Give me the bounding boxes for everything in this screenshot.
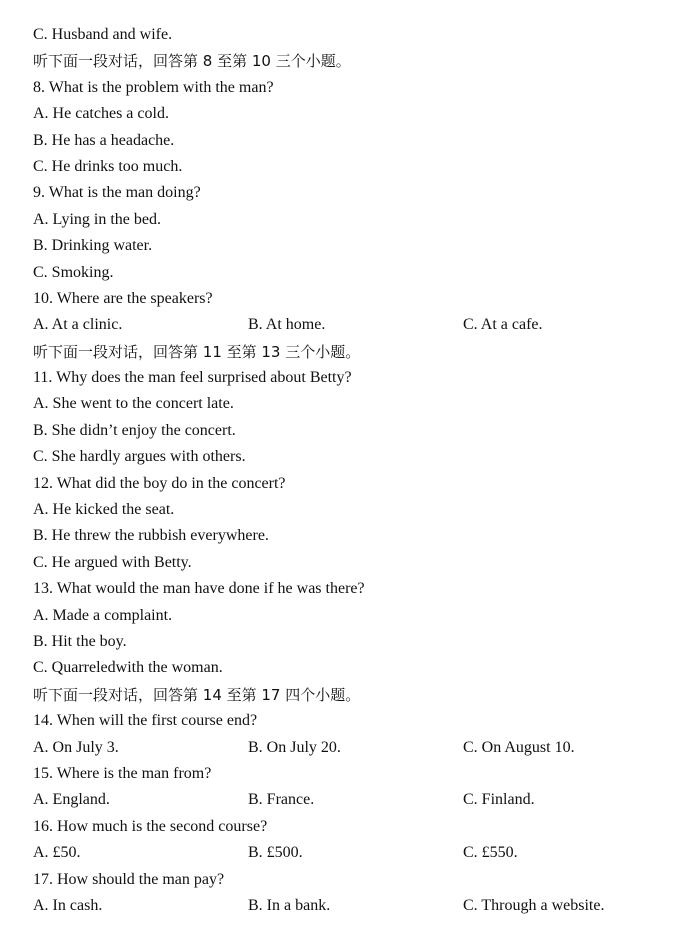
question-line: 16. How much is the second course? bbox=[33, 817, 268, 835]
question-line: 15. Where is the man from? bbox=[33, 764, 212, 782]
question-line: A. Made a complaint. bbox=[33, 606, 173, 624]
exam-document bbox=[33, 22, 653, 919]
answer-option: B. France. bbox=[248, 791, 315, 809]
question-line: A. He catches a cold. bbox=[33, 105, 169, 123]
answer-option: A. £50. bbox=[33, 844, 81, 862]
answer-option: A. In cash. bbox=[33, 896, 103, 914]
question-line: 17. How should the man pay? bbox=[33, 870, 225, 888]
question-line: 12. What did the boy do in the concert? bbox=[33, 474, 286, 492]
question-line: 13. What would the man have done if he was there? bbox=[33, 580, 365, 598]
question-line: B. Hit the boy. bbox=[33, 632, 127, 650]
answer-option: C. At a cafe. bbox=[463, 316, 543, 334]
question-line: A. Lying in the bed. bbox=[33, 210, 161, 228]
answer-options-row bbox=[33, 735, 653, 761]
answer-option: B. In a bank. bbox=[248, 896, 331, 914]
question-line: C. Smoking. bbox=[33, 263, 114, 281]
question-line: 8. What is the problem with the man? bbox=[33, 78, 274, 96]
answer-option: B. £500. bbox=[248, 844, 303, 862]
question-line: B. Drinking water. bbox=[33, 237, 153, 255]
answer-option: B. At home. bbox=[248, 316, 326, 334]
answer-option: A. At a clinic. bbox=[33, 316, 123, 334]
question-line: C. She hardly argues with others. bbox=[33, 448, 246, 466]
question-line: B. He threw the rubbish everywhere. bbox=[33, 527, 269, 545]
answer-option: C. Finland. bbox=[463, 791, 535, 809]
question-line: 14. When will the first course end? bbox=[33, 712, 258, 730]
question-line: B. He has a headache. bbox=[33, 131, 175, 149]
answer-options-row bbox=[33, 312, 653, 338]
question-line: 10. Where are the speakers? bbox=[33, 289, 213, 307]
question-line: A. She went to the concert late. bbox=[33, 395, 234, 413]
section-instruction: 听下面一段对话，回答第 8 至第 10 三个小题。 bbox=[33, 52, 351, 71]
answer-option: B. On July 20. bbox=[248, 738, 341, 756]
answer-options-row bbox=[33, 840, 653, 866]
section-instruction: 听下面一段对话，回答第 11 至第 13 三个小题。 bbox=[33, 342, 361, 361]
answer-options-row bbox=[33, 893, 653, 919]
question-line: C. He drinks too much. bbox=[33, 157, 183, 175]
answer-option: C. Through a website. bbox=[463, 896, 605, 914]
section-instruction: 听下面一段对话，回答第 14 至第 17 四个小题。 bbox=[33, 685, 361, 704]
question-line: C. He argued with Betty. bbox=[33, 553, 192, 571]
question-line: C. Husband and wife. bbox=[33, 26, 173, 43]
answer-option: C. £550. bbox=[463, 844, 518, 862]
question-line: C. Quarreledwith the woman. bbox=[33, 659, 223, 677]
answer-options-row bbox=[33, 787, 653, 813]
answer-option: A. England. bbox=[33, 791, 110, 809]
answer-option: A. On July 3. bbox=[33, 738, 119, 756]
question-line: B. She didn’t enjoy the concert. bbox=[33, 421, 236, 439]
question-line: 9. What is the man doing? bbox=[33, 184, 201, 202]
question-line: A. He kicked the seat. bbox=[33, 501, 175, 519]
answer-option: C. On August 10. bbox=[463, 738, 575, 756]
question-line: 11. Why does the man feel surprised about Betty? bbox=[33, 369, 352, 387]
